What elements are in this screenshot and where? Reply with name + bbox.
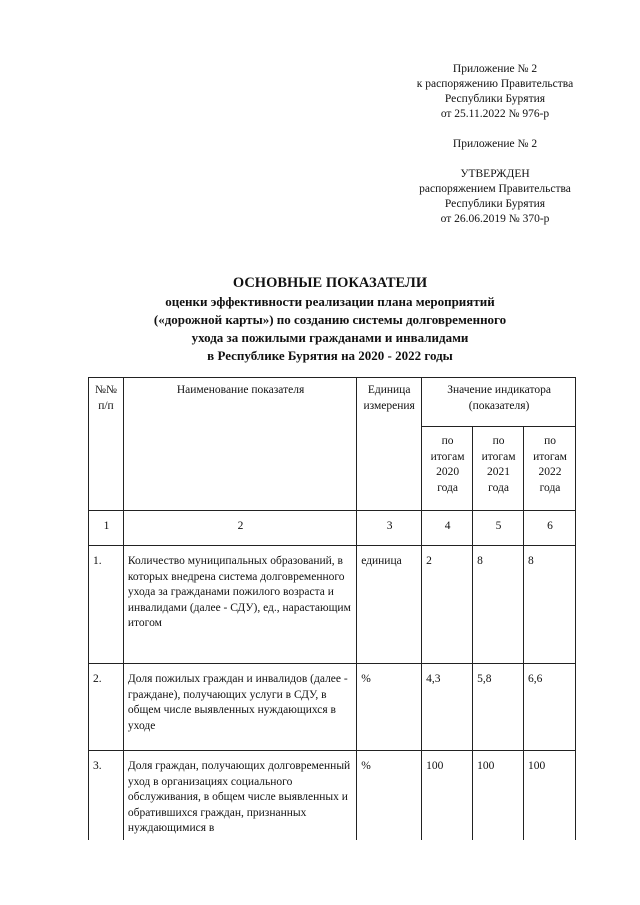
row-num: 3. [89, 751, 124, 871]
appendix-header-line: к распоряжению Правительства [416, 78, 574, 90]
indicators-table [88, 377, 576, 871]
header-year-2021: по итогам 2021 года [473, 427, 524, 511]
title-line: ухода за пожилыми гражданами и инвалидами [191, 330, 469, 345]
approval-block [380, 167, 610, 227]
row-unit: % [357, 751, 422, 871]
row-name: Доля пожилых граждан и инвалидов (далее - граждане), получающих услуги в СДУ, в общем числе выявленных нуждающихся в уходе [123, 664, 356, 751]
title-line: («дорожной карты») по созданию системы долговременного [153, 312, 507, 327]
row-value-2021: 8 [473, 546, 524, 664]
colnum: 3 [357, 511, 422, 546]
header-unit: Единица измерения [357, 378, 422, 511]
title-line: в Республике Бурятия на 2020 - 2022 годы [207, 348, 453, 363]
approval-line: Республики Бурятия [444, 198, 546, 210]
row-unit: единица [357, 546, 422, 664]
appendix-header-2-line: Приложение № 2 [452, 138, 538, 150]
header-year-2020: по итогам 2020 года [422, 427, 473, 511]
appendix-header-line: Республики Бурятия [444, 93, 546, 105]
row-value-2021: 5,8 [473, 664, 524, 751]
row-name: Доля граждан, получающих долговременный уход в организациях социального обслуживания, в общем числе выявленных и обратившихся граждан, признанных нуждающимися в [123, 751, 356, 871]
header-year-2022: по итогам 2022 года [524, 427, 576, 511]
approval-line: УТВЕРЖДЕН [460, 168, 530, 180]
row-value-2020: 4,3 [422, 664, 473, 751]
table-header-row [89, 378, 576, 427]
table-row [89, 546, 576, 664]
title-line: оценки эффективности реализации плана мероприятий [165, 294, 495, 309]
appendix-header-line: от 25.11.2022 № 976-р [440, 108, 550, 120]
colnum: 4 [422, 511, 473, 546]
appendix-header-2 [380, 137, 610, 152]
row-num: 1. [89, 546, 124, 664]
row-value-2022: 8 [524, 546, 576, 664]
approval-line: от 26.06.2019 № 370-р [440, 213, 550, 225]
title-main: ОСНОВНЫЕ ПОКАЗАТЕЛИ [232, 275, 428, 291]
header-num: №№ п/п [89, 378, 124, 511]
row-value-2022: 100 [524, 751, 576, 871]
row-value-2020: 100 [422, 751, 473, 871]
colnum: 5 [473, 511, 524, 546]
colnum: 1 [89, 511, 124, 546]
document-title [60, 274, 600, 365]
colnum: 6 [524, 511, 576, 546]
approval-line: распоряжением Правительства [419, 183, 571, 195]
appendix-header [380, 62, 610, 122]
table-row [89, 664, 576, 751]
row-num: 2. [89, 664, 124, 751]
row-value-2021: 100 [473, 751, 524, 871]
appendix-header-line: Приложение № 2 [452, 63, 538, 75]
header-name: Наименование показателя [123, 378, 356, 511]
table-colnum-row [89, 511, 576, 546]
row-value-2022: 6,6 [524, 664, 576, 751]
colnum: 2 [123, 511, 356, 546]
header-value: Значение индикатора (показателя) [422, 378, 576, 427]
page-bottom-margin [0, 840, 640, 905]
row-name: Количество муниципальных образований, в которых внедрена система долговременного ухода за гражданами пожилого возраста и инвалидами (далее - СДУ), ед., нарастающим итогом [123, 546, 356, 664]
row-unit: % [357, 664, 422, 751]
row-value-2020: 2 [422, 546, 473, 664]
